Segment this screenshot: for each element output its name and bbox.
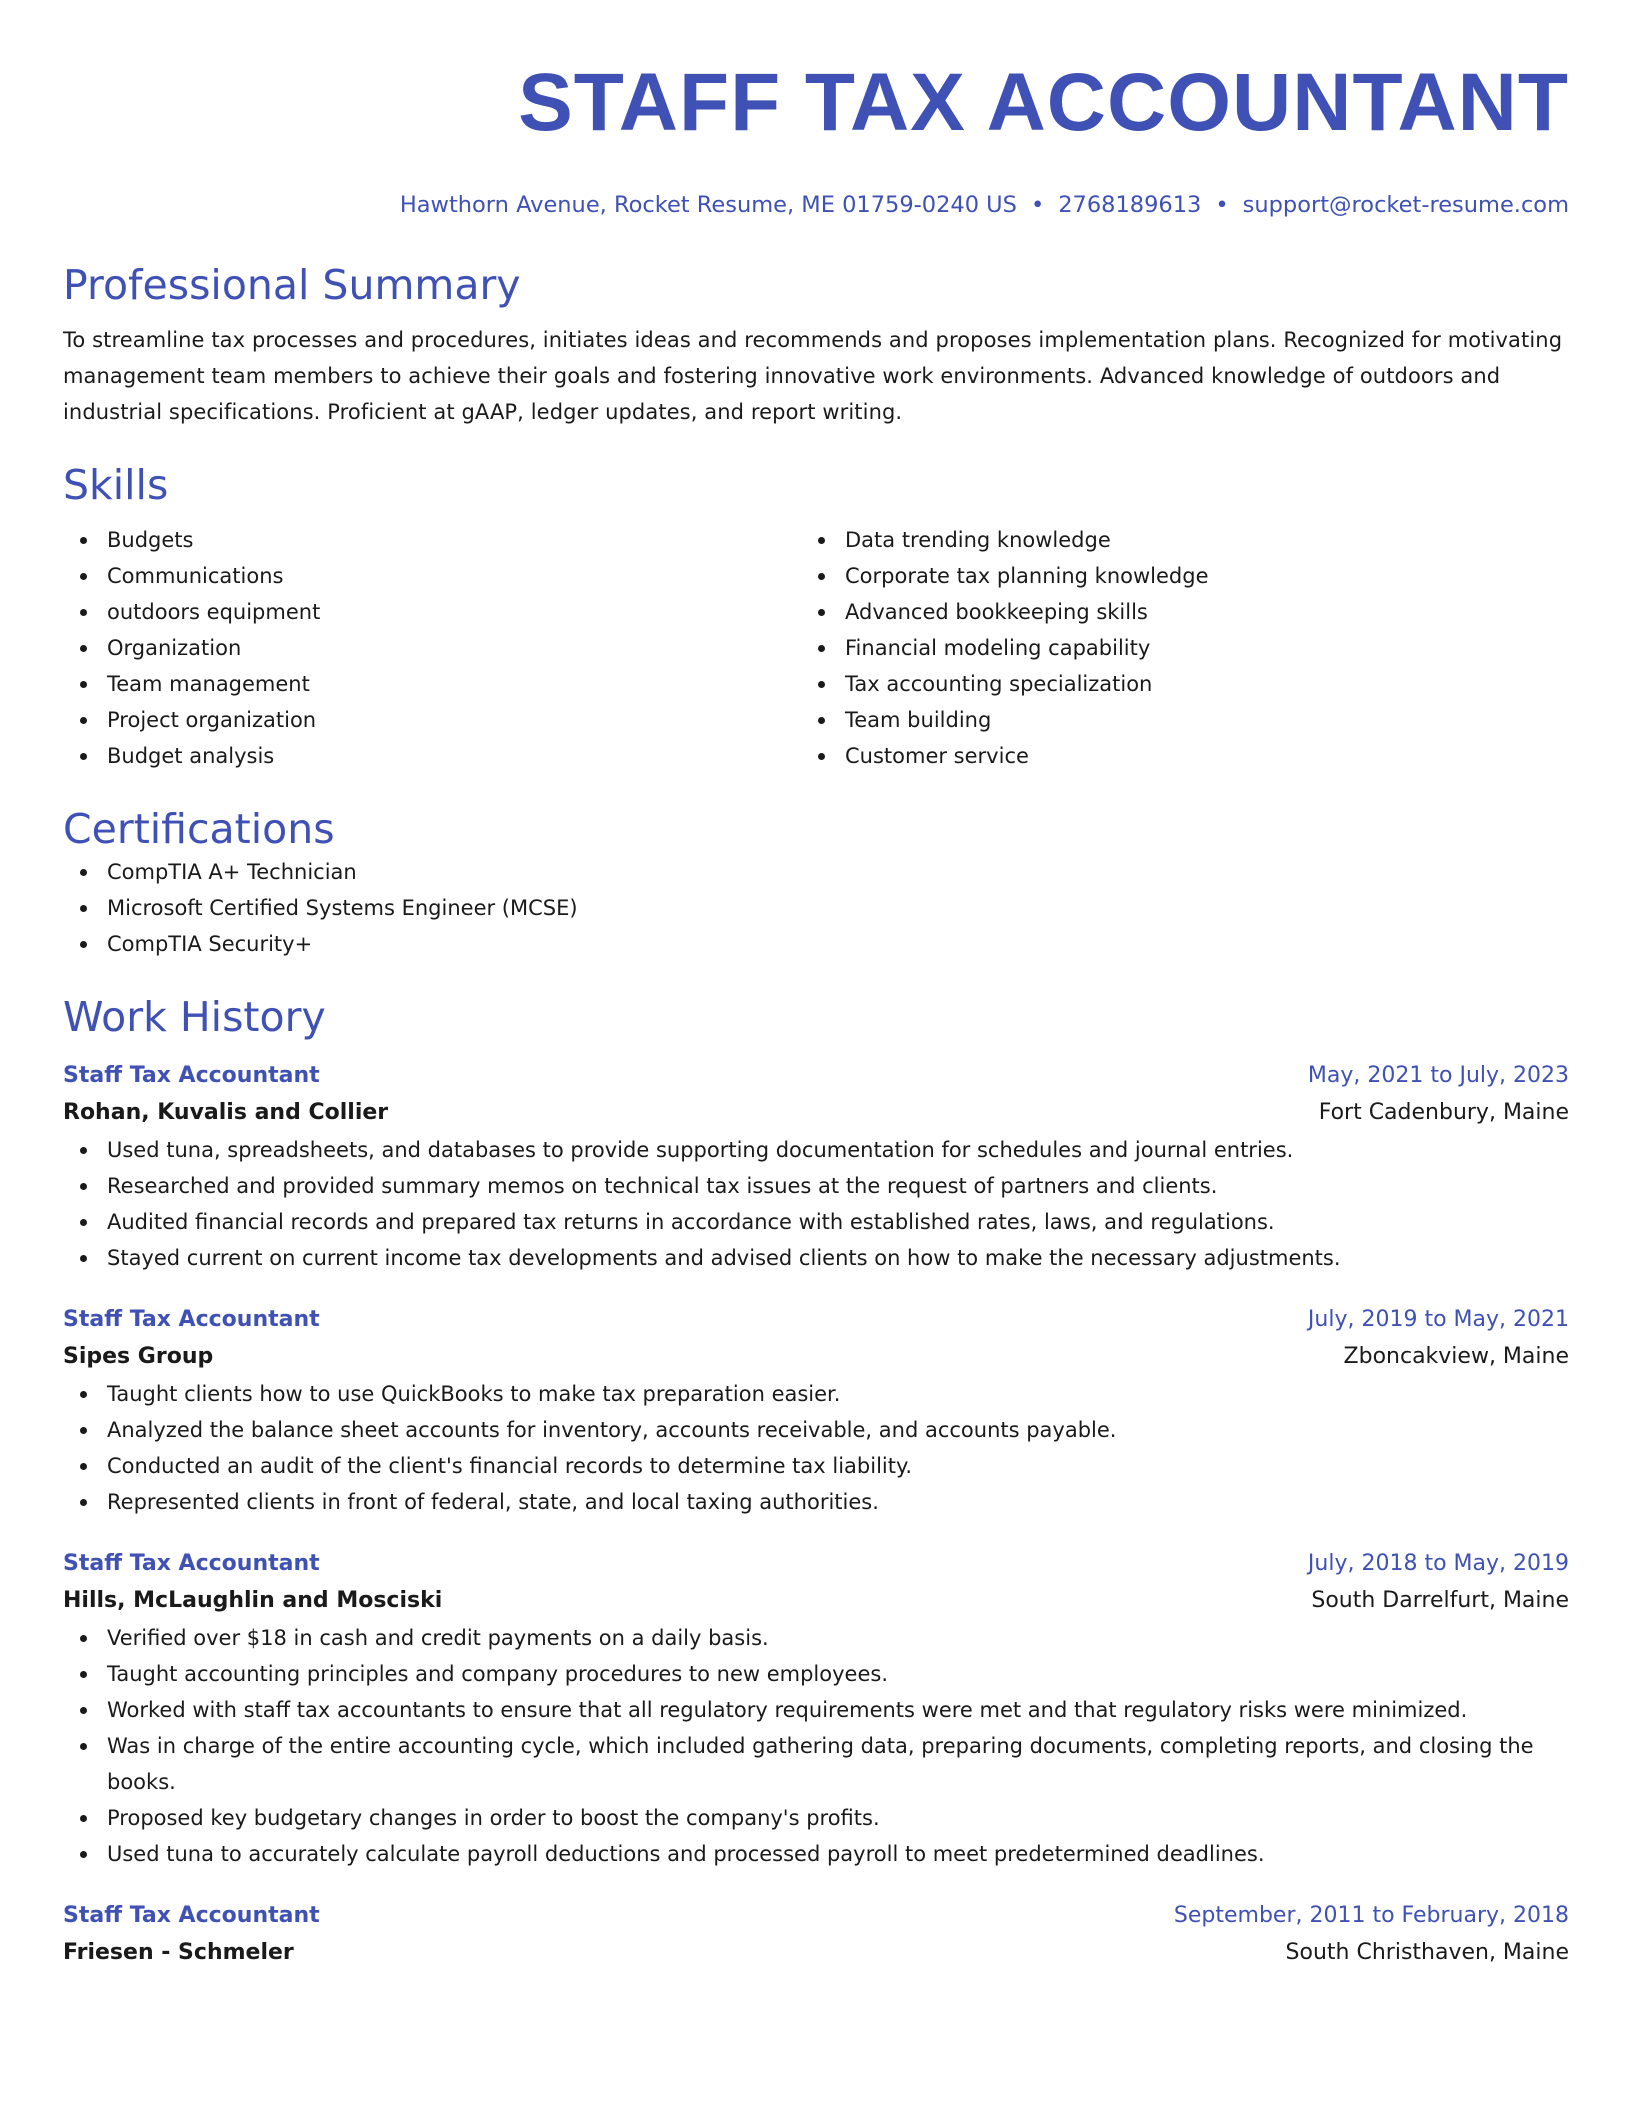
skills-heading: Skills [63, 461, 169, 509]
job-bullet: Used tuna, spreadsheets, and databases to provide supporting documentation for schedules and journal entries. [63, 1132, 1569, 1168]
job-company: Rohan, Kuvalis and Collier [63, 1100, 389, 1125]
skill-item: outdoors equipment [63, 594, 801, 630]
contact-separator: • [1030, 192, 1045, 218]
skills-left-list [63, 522, 801, 774]
job-location: South Christhaven, Maine [1285, 1940, 1569, 1965]
job-bullet: Represented clients in front of federal, state, and local taxing authorities. [63, 1484, 1569, 1520]
job-bullet: Taught accounting principles and company procedures to new employees. [63, 1656, 1569, 1692]
skill-item: Financial modeling capability [801, 630, 1539, 666]
job-bullet: Researched and provided summary memos on technical tax issues at the request of partners and clients. [63, 1168, 1569, 1204]
contact-separator: • [1215, 192, 1229, 218]
job-title: Staff Tax Accountant [63, 1307, 320, 1332]
job-bullet: Stayed current on current income tax developments and advised clients on how to make the necessary adjustments. [63, 1240, 1569, 1276]
contact-line [63, 190, 1569, 220]
job-bullet: Was in charge of the entire accounting cycle, which included gathering data, preparing documents, completing reports, and closing the books. [63, 1728, 1569, 1800]
job-dates: July, 2019 to May, 2021 [1307, 1307, 1569, 1332]
skill-item: Communications [63, 558, 801, 594]
job-title: Staff Tax Accountant [63, 1551, 320, 1576]
skill-item: Organization [63, 630, 801, 666]
job-bullet: Audited financial records and prepared tax returns in accordance with established rates, laws, and regulations. [63, 1204, 1569, 1240]
job-location: Zboncakview, Maine [1343, 1344, 1569, 1369]
job-company: Sipes Group [63, 1344, 214, 1369]
job-bullets [63, 1376, 1569, 1520]
summary-text: To streamline tax processes and procedures, initiates ideas and recommends and proposes implementation plans. Recognized for motivating management team members to achieve their goals and fostering innovative work environments. Advanced knowledge of outdoors and industrial specifications. Proficient at gAAP, ledger updates, and report writing. [63, 328, 1563, 424]
skill-item: Budget analysis [63, 738, 801, 774]
job-company: Hills, McLaughlin and Mosciski [63, 1588, 443, 1613]
job-dates: September, 2011 to February, 2018 [1173, 1903, 1569, 1928]
job-entry [63, 1546, 1569, 1872]
certification-item: CompTIA A+ Technician [63, 854, 1569, 890]
certification-item: Microsoft Certified Systems Engineer (MCSE) [63, 890, 1569, 926]
job-title: Staff Tax Accountant [63, 1903, 320, 1928]
contact-address: Hawthorn Avenue, Rocket Resume, ME 01759-0240 US [399, 192, 1017, 218]
skill-item: Team management [63, 666, 801, 702]
skills-columns [63, 522, 1569, 774]
skill-item: Project organization [63, 702, 801, 738]
summary-heading: Professional Summary [63, 261, 521, 309]
job-entry [63, 1898, 1569, 1972]
job-location: Fort Cadenbury, Maine [1318, 1100, 1569, 1125]
job-bullet: Proposed key budgetary changes in order to boost the company's profits. [63, 1800, 1569, 1836]
skill-item: Budgets [63, 522, 801, 558]
skill-item: Corporate tax planning knowledge [801, 558, 1539, 594]
job-location: South Darrelfurt, Maine [1311, 1588, 1569, 1613]
contact-phone: 2768189613 [1058, 192, 1202, 218]
job-bullet: Analyzed the balance sheet accounts for inventory, accounts receivable, and accounts payable. [63, 1412, 1569, 1448]
certifications-heading: Certifications [63, 805, 335, 853]
resume-name: STAFF TAX ACCOUNTANT [518, 57, 1569, 148]
skill-item: Tax accounting specialization [801, 666, 1539, 702]
skill-item: Advanced bookkeeping skills [801, 594, 1539, 630]
job-bullet: Worked with staff tax accountants to ensure that all regulatory requirements were met and that regulatory risks were minimized. [63, 1692, 1569, 1728]
job-title: Staff Tax Accountant [63, 1063, 320, 1088]
work-history-heading: Work History [63, 993, 326, 1041]
job-dates: May, 2021 to July, 2023 [1307, 1063, 1569, 1088]
job-dates: July, 2018 to May, 2019 [1307, 1551, 1569, 1576]
job-bullet: Verified over $18 in cash and credit payments on a daily basis. [63, 1620, 1569, 1656]
job-bullets [63, 1132, 1569, 1276]
certifications-list [63, 854, 1569, 962]
skills-right-list [801, 522, 1539, 774]
job-bullet: Conducted an audit of the client's financial records to determine tax liability. [63, 1448, 1569, 1484]
skill-item: Customer service [801, 738, 1539, 774]
job-bullet: Taught clients how to use QuickBooks to make tax preparation easier. [63, 1376, 1569, 1412]
job-bullets [63, 1620, 1569, 1872]
job-bullet: Used tuna to accurately calculate payroll deductions and processed payroll to meet predetermined deadlines. [63, 1836, 1569, 1872]
job-entry [63, 1058, 1569, 1276]
job-company: Friesen - Schmeler [63, 1940, 294, 1965]
job-entry [63, 1302, 1569, 1520]
contact-email[interactable]: support@rocket-resume.com [1242, 192, 1569, 218]
skill-item: Data trending knowledge [801, 522, 1539, 558]
certification-item: CompTIA Security+ [63, 926, 1569, 962]
skill-item: Team building [801, 702, 1539, 738]
